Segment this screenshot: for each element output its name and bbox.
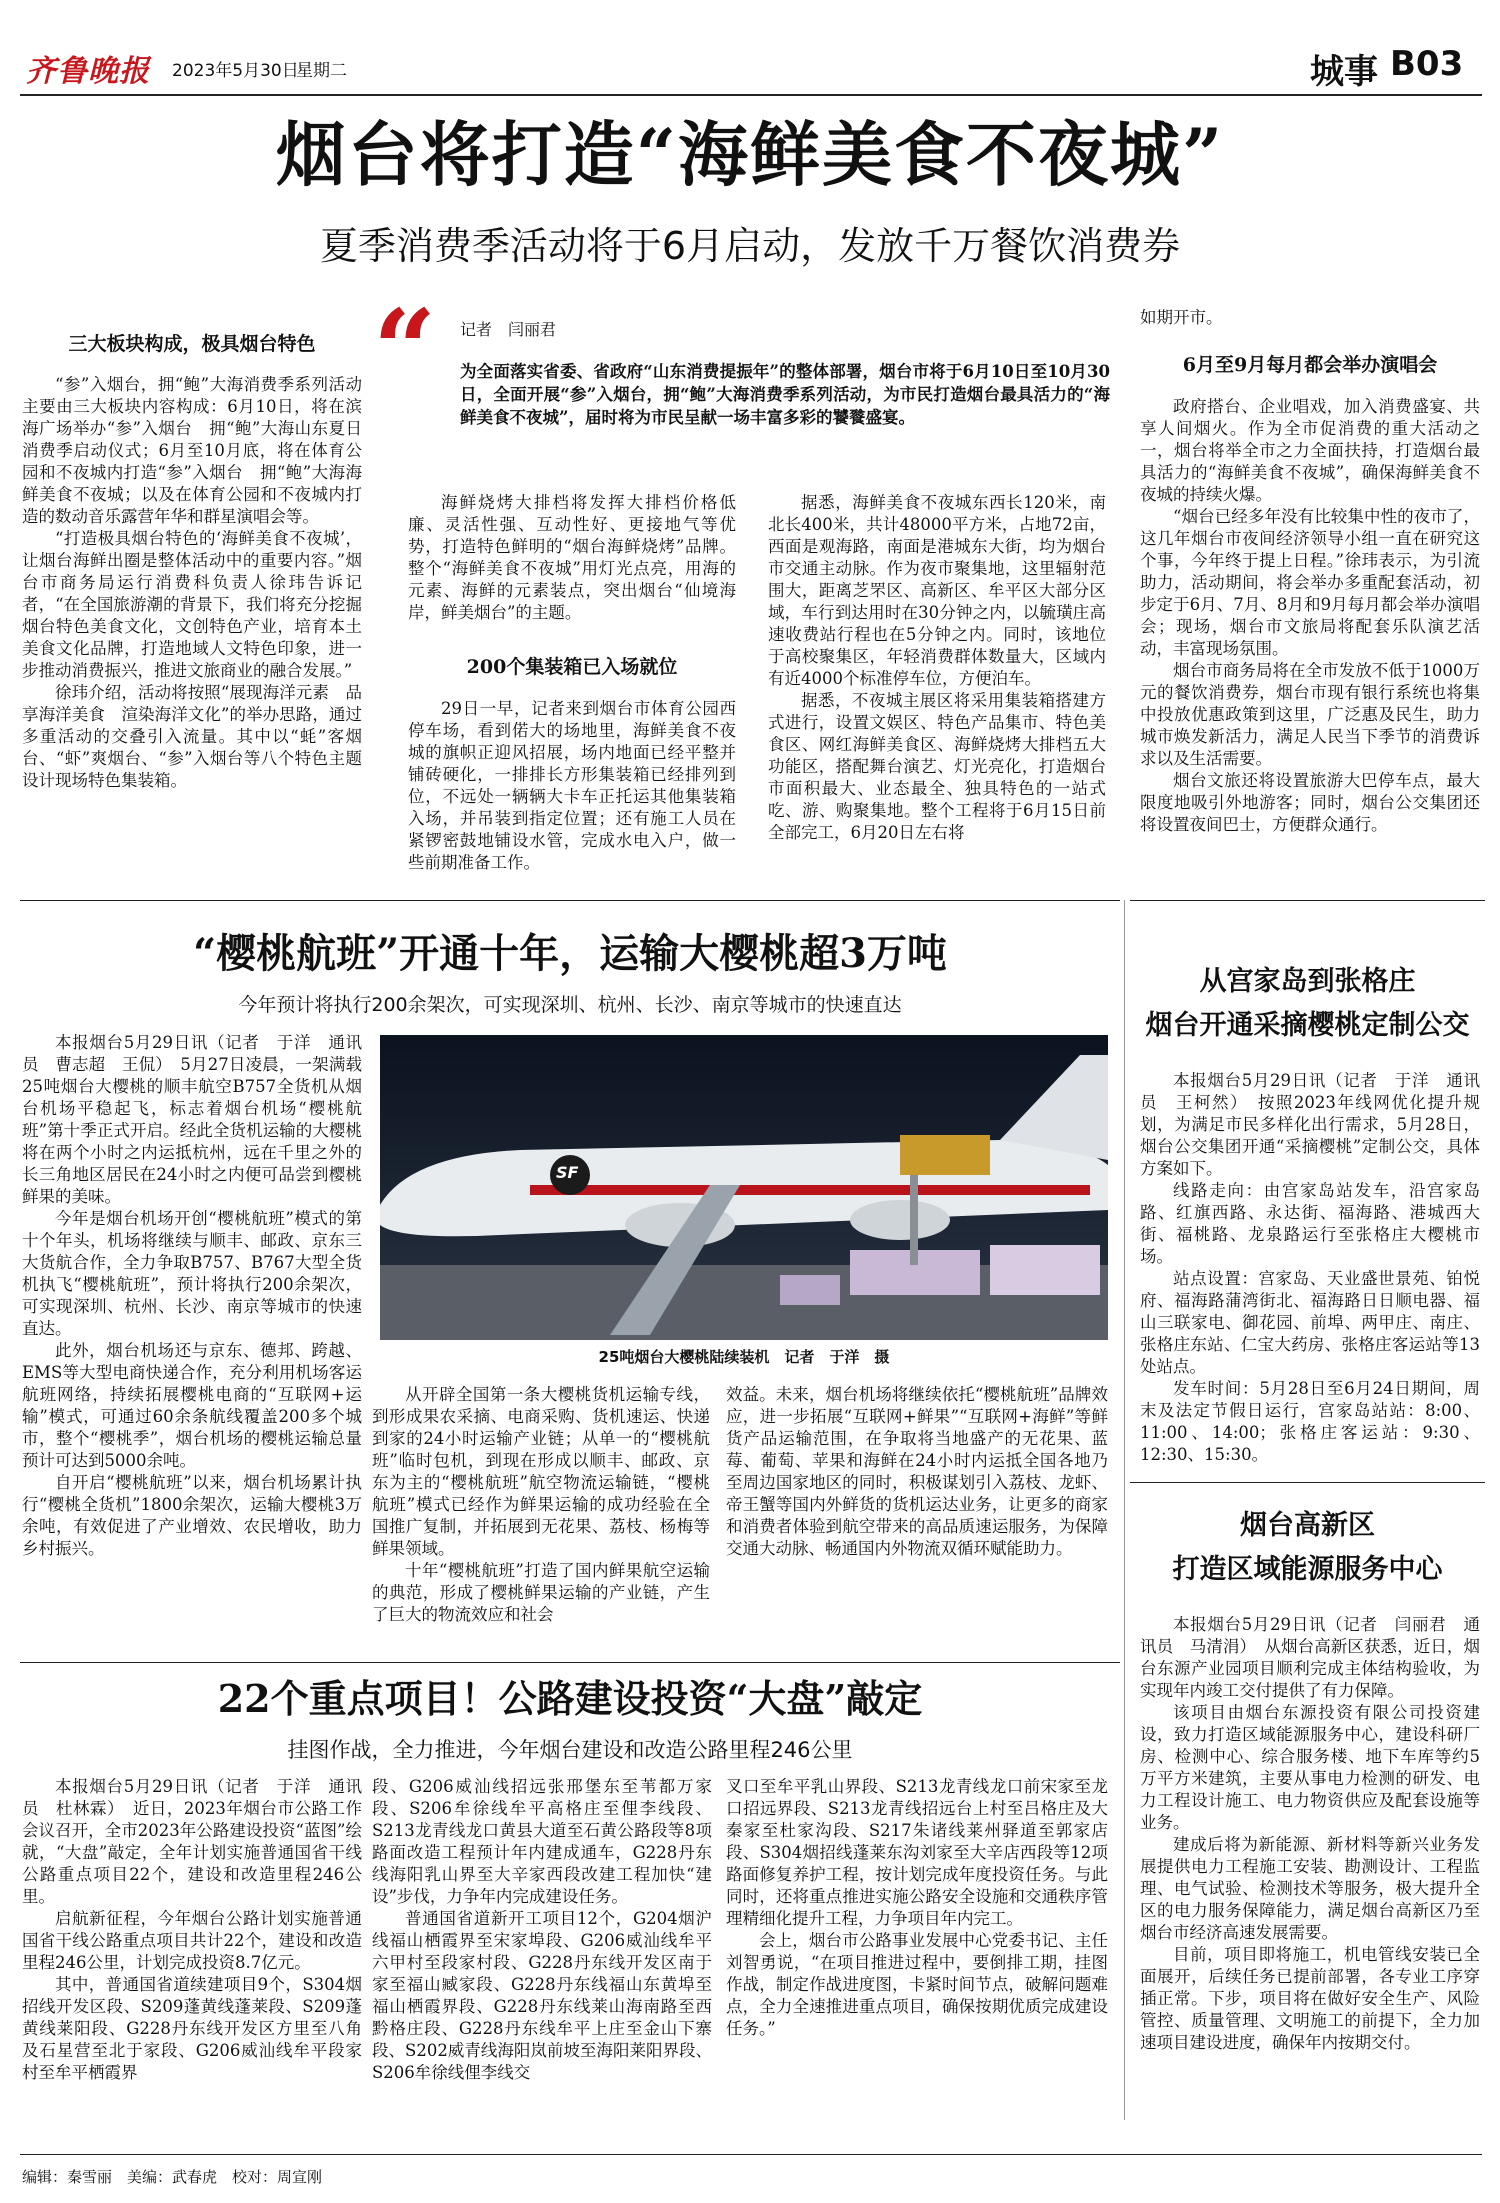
- article3-title-line2: 烟台开通采摘樱桃定制公交: [1145, 1010, 1470, 1041]
- page-number: B03: [1390, 44, 1464, 84]
- article1-col4-top: 如期开市。: [1140, 308, 1223, 327]
- divider: [1130, 900, 1485, 901]
- paragraph: “参”入烟台，拥“鲍”大海消费季系列活动主要由三大板块内容构成：6月10日，将在滨海广场举办“参”入烟台 拥“鲍”大海山东夏日消费季启动仪式；6月至10月底，将在体育公园和不夜城内打造“参”入烟台 拥“鲍”大海海鲜美食不夜城；以及在体育公园和不夜城内打造的数动音乐露营年华和群星演唱会等。: [22, 375, 362, 526]
- paragraph: 站点设置：宫家岛、天业盛世景苑、铂悦府、福海路蒲湾街北、福海路日日顺电器、福山三联家电、御花园、前埠、两甲庄、南庄、张格庄东站、仁宝大药房、张格庄客运站等13处站点。: [1140, 1269, 1480, 1376]
- paragraph: 启航新征程，今年烟台公路计划实施普通国省干线公路重点项目共计22个，建设和改造里程246公里，计划完成投资8.7亿元。: [22, 1909, 362, 1972]
- masthead-date: 2023年5月30日: [172, 61, 299, 81]
- paragraph: 29日一早，记者来到烟台市体育公园西停车场，看到偌大的场地里，海鲜美食不夜城的旗帜正迎风招展，场内地面已经平整并铺砖硬化，一排排长方形集装箱已经排列到位，不远处一辆辆大卡车正托运其他集装箱入场，并吊装到指定位置；还有施工人员在紧锣密鼓地铺设水管，完成水电入户，做一些前期准备工作。: [408, 699, 736, 872]
- article1-col2b: [408, 698, 736, 874]
- article1-title: 烟台将打造“海鲜美食不夜城”: [275, 113, 1225, 196]
- article3-body: [1140, 1070, 1480, 1466]
- cargo-plane-photo: [380, 1035, 1108, 1340]
- article2-title: “樱桃航班”开通十年，运输大樱桃超3万吨: [193, 930, 947, 977]
- paragraph: 该项目由烟台东源投资有限公司投资建设，致力打造区域能源服务中心，建设科研厂房、检测中心、综合服务楼、地下车库等约5万平方米建筑，主要从事电力检测的研发、电力工程设计施工、电力物资供应及配套设施等业务。: [1140, 1703, 1480, 1832]
- article1-lead: 为全面落实省委、省政府“山东消费提振年”的整体部署，烟台市将于6月10日至10月30日，全面开展“参”入烟台，拥“鲍”大海消费季系列活动，为市民打造烟台最具活力的“海鲜美食不夜城”，届时将为市民呈献一场丰富多彩的饕餮盛宴。: [460, 362, 1110, 427]
- paragraph: 政府搭台、企业唱戏，加入消费盛宴、共享人间烟火。作为全市促消费的重大活动之一，烟台将举全市之力全面扶持，打造烟台最具活力的“海鲜美食不夜城”，确保海鲜美食不夜城的持续火爆。: [1140, 397, 1480, 504]
- article1-reporter: 记者 闫丽君: [460, 320, 557, 339]
- divider-vertical: [1124, 900, 1125, 2120]
- article2-left: [22, 1032, 362, 1560]
- article5-title: 22个重点项目！公路建设投资“大盘”敲定: [217, 1676, 923, 1721]
- footer-rule: [20, 2154, 1482, 2155]
- section-name: 城事: [1310, 52, 1378, 92]
- article2-right: [726, 1384, 1108, 1560]
- masthead-logo: 齐鲁晚报: [26, 54, 150, 89]
- paragraph: “烟台已经多年没有比较集中性的夜市了，这几年烟台市夜间经济领导小组一直在研究这个事，今年终于提上日程。”徐玮表示，为引流助力，活动期间，将会举办多重配套活动，初步定于6月、7月、8月和9月每月都会举办演唱会；现场，烟台市文旅局将配套乐队演艺活动，丰富现场氛围。: [1140, 507, 1480, 658]
- divider: [20, 900, 1120, 901]
- photo-caption: 25吨烟台大樱桃陆续装机 记者 于洋 摄: [598, 1348, 890, 1366]
- paragraph: 发车时间：5月28日至6月24日期间，周末及法定节假日运行，宫家岛站站：8:00、11:00、14:00；张格庄客运站：9:30、12:30、15:30。: [1140, 1379, 1480, 1464]
- paragraph: 段、G206威汕线招远张邢堡东至苇都万家段、S206牟徐线牟平高格庄至俚李线段、S213龙青线龙口黄县大道至石黄公路段等8项路面改造工程预计年内建成通车，G228丹东线海阳乳山界至大辛家西段改建工程加快“建设”步伐，力争年内完成建设任务。: [372, 1777, 712, 1906]
- article1-col3: [768, 492, 1106, 844]
- article1-heading3: 6月至9月每月都会举办演唱会: [1182, 354, 1438, 376]
- article5-col2: [372, 1776, 712, 2084]
- divider: [1130, 1482, 1485, 1483]
- article1-heading1: 三大板块构成，极具烟台特色: [68, 333, 316, 355]
- paragraph: 叉口至牟平乳山界段、S213龙青线龙口前宋家至龙口招远界段、S213龙青线招远台上村至吕格庄及大秦家至杜家沟段、S217朱诸线莱州驿道至郭家店段、S304烟招线蓬莱东沟刘家至大辛店西段等12项路面修复养护工程，按计划完成年度投资任务。与此同时，还将重点推进实施公路安全设施和交通秩序管理精细化提升工程，力争项目年内完工。: [726, 1777, 1108, 1928]
- paragraph: “打造极具烟台特色的‘海鲜美食不夜城’，让烟台海鲜出圈是整体活动中的重要内容。”烟台市商务局运行消费科负责人徐玮告诉记者，“在全国旅游潮的背景下，我们将充分挖掘烟台特色美食文化，文创特色产业，培育本土美食文化品牌，打造地域人文特色印象，进一步推动消费振兴，推进文旅商业的融合发展。”: [22, 529, 362, 680]
- paragraph: 烟台文旅还将设置旅游大巴停车点，最大限度地吸引外地游客；同时，烟台公交集团还将设置夜间巴士，方便群众通行。: [1140, 771, 1480, 834]
- divider: [20, 1662, 1120, 1663]
- article4-title-line1: 烟台高新区: [1240, 1510, 1375, 1541]
- cargo-plane-illustration: [380, 1035, 1108, 1340]
- paragraph: 普通国省道新开工项目12个，G204烟沪线福山栖霞界至宋家埠段、G206威汕线牟平六甲村至段家村段、G228丹东线开发区南于家至福山臧家段、G228丹东线福山东黄埠至福山栖霞界段、G228丹东线莱山海南路至西黔格庄段、G228丹东线牟平上庄至金山下寨段、S202威青线海阳岚前坡至海阳莱阳界段、S206牟徐线俚李线交: [372, 1909, 712, 2082]
- article1-col4: [1140, 396, 1480, 836]
- masthead-weekday: 星期二: [296, 61, 347, 81]
- paragraph: 烟台市商务局将在全市发放不低于1000万元的餐饮消费券，烟台市现有银行系统也将集中投放优惠政策到这里，广泛惠及民生，助力城市焕发新活力，满足人民当下季节的消费诉求以及生活需要。: [1140, 661, 1480, 768]
- article4-title-line2: 打造区域能源服务中心: [1172, 1554, 1443, 1585]
- article3-title-line1: 从宫家岛到张格庄: [1199, 966, 1416, 997]
- article5-subtitle: 挂图作战，全力推进，今年烟台建设和改造公路里程246公里: [287, 1738, 853, 1762]
- article5-col1: [22, 1776, 362, 2084]
- masthead: [0, 0, 1500, 98]
- paragraph: 效益。未来，烟台机场将继续依托“樱桃航班”品牌效应，进一步拓展“互联网+鲜果”“互联网+海鲜”等鲜货产品运输范围，在争取将当地盛产的无花果、蓝莓、葡萄、苹果和海鲜在24小时内运抵全国各地乃至周边国家地区的同时，积极谋划引入荔枝、龙虾、帝王蟹等国内外鲜货的货机运达业务，让更多的商家和消费者体验到航空带来的高品质速运服务，为保障交通大动脉、畅通国内外物流双循环赋能助力。: [726, 1385, 1108, 1558]
- paragraph: 据悉，不夜城主展区将采用集装箱搭建方式进行，设置文娱区、特色产品集市、特色美食区、网红海鲜美食区、海鲜烧烤大排档五大功能区，搭配舞台演艺、灯光亮化，打造烟台市面积最大、业态最全、独具特色的一站式吃、游、购聚集地。整个工程将于6月15日前全部完工，6月20日左右将: [768, 691, 1106, 842]
- paragraph: 海鲜烧烤大排档将发挥大排档价格低廉、灵活性强、互动性好、更接地气等优势，打造特色鲜明的“烟台海鲜烧烤”品牌。整个“海鲜美食不夜城”用灯光点亮，用海的元素、海鲜的元素装点，突出烟台“仙境海岸，鲜美烟台”的主题。: [408, 493, 736, 622]
- paragraph: 本报烟台5月29日讯（记者 于洋 通讯员 曹志超 王侃） 5月27日凌晨，一架满载25吨烟台大樱桃的顺丰航空B757全货机从烟台机场平稳起飞，标志着烟台机场“樱桃航班”第十季正式开启。经此全货机运输的大樱桃将在两个小时之内运抵杭州，远在千里之外的长三角地区居民在24小时之内便可品尝到樱桃鲜果的美味。: [22, 1033, 362, 1206]
- article4-body: [1140, 1614, 1480, 2054]
- paragraph: 本报烟台5月29日讯（记者 于洋 通讯员 杜林霖） 近日，2023年烟台市公路工作会议召开，全市2023年公路建设投资“蓝图”绘就，“大盘”敲定，全年计划实施普通国省干线公路重点项目22个，建设和改造里程246公里。: [22, 1777, 362, 1906]
- masthead-rule: [20, 94, 1482, 96]
- article1-heading2: 200个集装箱已入场就位: [466, 656, 678, 678]
- paragraph: 其中，普通国省道续建项目9个，S304烟招线开发区段、S209蓬黄线蓬莱段、S209蓬黄线莱阳段、G228丹东线开发区方里至八角及石星营至北于家段、G206威汕线牟平段家村至牟平栖霞界: [22, 1975, 362, 2082]
- paragraph: 十年“樱桃航班”打造了国内鲜果航空运输的典范，形成了樱桃鲜果运输的产业链，产生了巨大的物流效应和社会: [372, 1561, 710, 1624]
- paragraph: 目前，项目即将施工，机电管线安装已全面展开，后续任务已提前部署，各专业工序穿插正常。下步，项目将在做好安全生产、风险管控、质量管理、文明施工的前提下，全力加速项目建设进度，确保年内按期交付。: [1140, 1945, 1480, 2052]
- paragraph: 今年是烟台机场开创“樱桃航班”模式的第十个年头，机场将继续与顺丰、邮政、京东三大货航合作，全力争取B757、B767大型全货机执飞“樱桃航班”，预计将执行200余架次，可实现深圳、杭州、长沙、南京等城市的快速直达。: [22, 1209, 362, 1338]
- airline-logo: SF: [556, 1163, 579, 1182]
- article5-col3: [726, 1776, 1108, 2040]
- paragraph: 本报烟台5月29日讯（记者 闫丽君 通讯员 马清涓） 从烟台高新区获悉，近日，烟台东源产业园项目顺利完成主体结构验收，为实现年内竣工交付提供了有力保障。: [1140, 1615, 1480, 1700]
- article2-subtitle: 今年预计将执行200余架次，可实现深圳、杭州、长沙、南京等城市的快速直达: [238, 994, 902, 1016]
- article1-col2a: [408, 492, 736, 624]
- paragraph: 从开辟全国第一条大樱桃货机运输专线，到形成果农采摘、电商采购、货机速运、快递到家的24小时运输产业链；从单一的“樱桃航班”临时包机，到现在形成以顺丰、邮政、京东为主的“樱桃航班”航空物流运输链，“樱桃航班”模式已经作为鲜果运输的成功经验在全国推广复制，并拓展到无花果、荔枝、杨梅等鲜果领域。: [372, 1385, 710, 1558]
- paragraph: 会上，烟台市公路事业发展中心党委书记、主任刘智勇说，“在项目推进过程中，要倒排工期，挂图作战，制定作战进度图，卡紧时间节点，破解问题难点，全力全速推进重点项目，确保按期优质完成建设任务。”: [726, 1931, 1108, 2038]
- footer-credits: 编辑：秦雪丽 美编：武春虎 校对：周宣刚: [22, 2168, 323, 2186]
- paragraph: 本报烟台5月29日讯（记者 于洋 通讯员 王柯然） 按照2023年线网优化提升规划，为满足市民多样化出行需求，5月28日，烟台公交集团开通“采摘樱桃”定制公交，具体方案如下。: [1140, 1071, 1480, 1178]
- article2-mid: [372, 1384, 710, 1626]
- paragraph: 徐玮介绍，活动将按照“展现海洋元素 品享海洋美食 渲染海洋文化”的举办思路，通过多重活动的交叠引入流量。其中以“蚝”客烟台、“虾”爽烟台、“参”入烟台等八个特色主题设计现场特色集装箱。: [22, 683, 362, 790]
- article1-col1: [22, 374, 362, 792]
- quote-icon: “: [373, 285, 437, 414]
- paragraph: 据悉，海鲜美食不夜城东西长120米，南北长400米，共计48000平方米，占地72亩，西面是观海路，南面是港城东大街，均为烟台市交通主动脉。作为夜市聚集地，这里辐射范围大，距离芝罘区、高新区、牟平区大部分区域，车行到达用时在30分钟之内，以毓璜庄高速收费站行程也在5分钟之内。同时，该地位于高校聚集区，年轻消费群体数量大，区域内有近4000个标准停车位，方便泊车。: [768, 493, 1106, 688]
- paragraph: 线路走向：由宫家岛站发车，沿宫家岛路、红旗西路、永达街、福海路、港城西大街、福桃路、龙泉路运行至张格庄大樱桃市场。: [1140, 1181, 1480, 1266]
- article1-subtitle: 夏季消费季活动将于6月启动，发放千万餐饮消费券: [319, 224, 1181, 268]
- paragraph: 自开启“樱桃航班”以来，烟台机场累计执行“樱桃全货机”1800余架次，运输大樱桃3万余吨，有效促进了产业增效、农民增收，助力乡村振兴。: [22, 1473, 362, 1558]
- paragraph: 此外，烟台机场还与京东、德邦、跨越、EMS等大型电商快递合作，充分利用机场客运航班网络，持续拓展樱桃电商的“互联网+运输”模式，可通过60余条航线覆盖200多个城市，整个“樱桃季”，烟台机场的樱桃运输总量预计可达到5000余吨。: [22, 1341, 362, 1470]
- paragraph: 建成后将为新能源、新材料等新兴业务发展提供电力工程施工安装、勘测设计、工程监理、电气试验、检测技术等服务，极大提升全区的电力服务保障能力，满足烟台高新区乃至烟台市经济高速发展需要。: [1140, 1835, 1480, 1942]
